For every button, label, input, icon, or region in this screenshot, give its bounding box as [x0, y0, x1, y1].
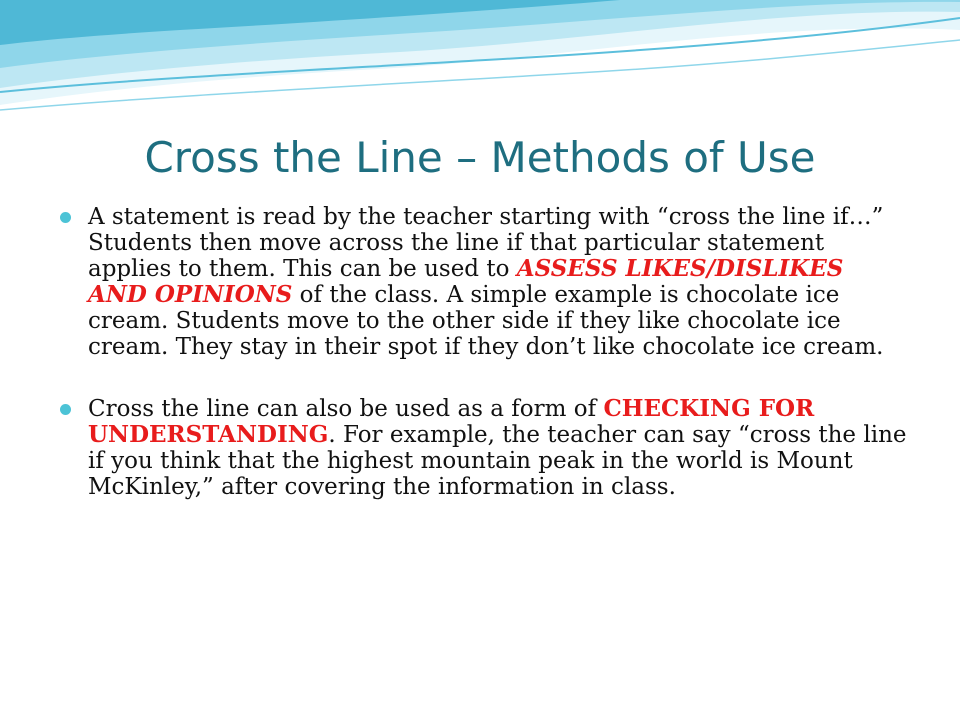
- slide-body: [60, 204, 908, 500]
- bullet-text: . For example, the teacher can say “cross the line if you think that the highest mountain peak in the world is Mount McKinley,” after covering the information in class.: [88, 422, 907, 500]
- bullet-dot-icon: [60, 404, 71, 415]
- bullet-highlight: CHECKING FOR UNDERSTANDING: [88, 395, 815, 448]
- slide-title: Cross the Line – Methods of Use: [144, 133, 816, 182]
- bullet-item: [60, 396, 908, 500]
- bullet-dot-icon: [60, 212, 71, 223]
- bullet-highlight: ASSESS LIKES/DISLIKES AND OPINIONS: [88, 255, 844, 308]
- bullet-text: Cross the line can also be used as a form of: [88, 396, 604, 422]
- wave-header-decoration: [0, 0, 960, 130]
- bullet-item: [60, 204, 908, 360]
- bullet-text: A statement is read by the teacher starting with “cross the line if…” Students then move across the line if that particular statement applies to them. This can be used to: [88, 204, 884, 282]
- bullet-text: of the class. A simple example is chocolate ice cream. Students move to the other side if they like chocolate ice cream. They stay in their spot if they don’t like chocolate ice cream.: [88, 282, 884, 360]
